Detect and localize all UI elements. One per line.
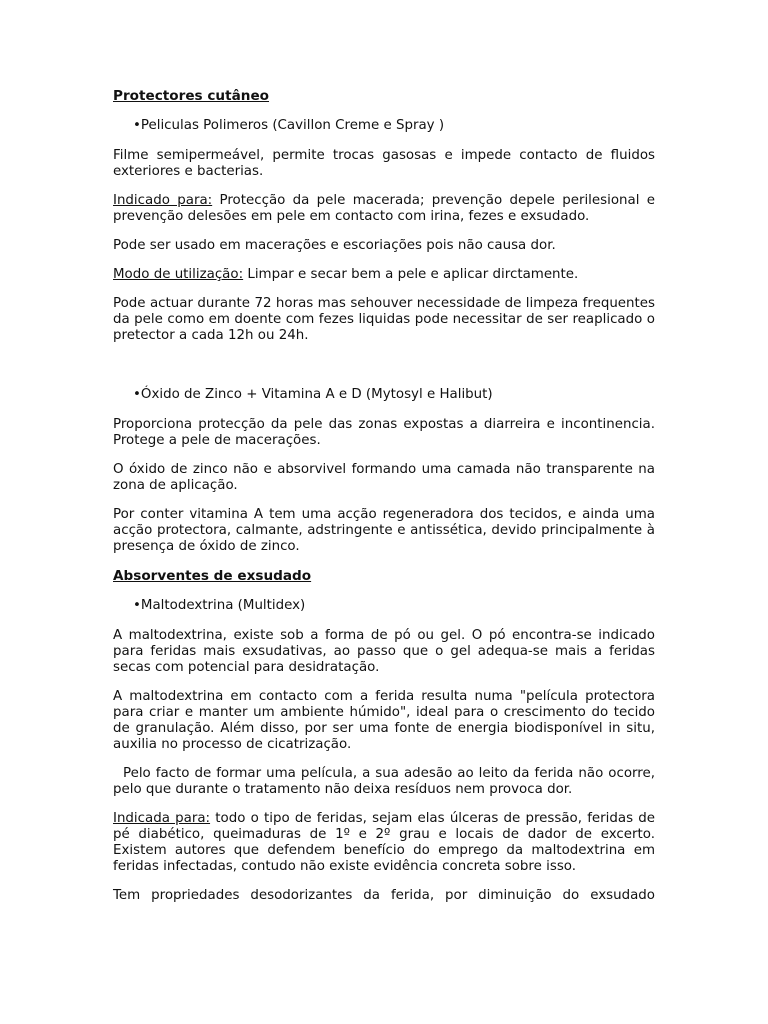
paragraph-text: todo o tipo de feridas, sejam elas úlceras de pressão, feridas de pé diabético, queimaduras de 1º e 2º grau e locais de dador de excerto. Existem autores que defendem benefício do emprego da maltodextrina em feridas infectadas, contudo não existe evidência concreta sobre isso.	[113, 811, 655, 874]
section-heading-absorventes: Absorventes de exsudado	[113, 568, 312, 584]
label-indicado-para: Indicado para:	[113, 193, 213, 208]
paragraph-truncated: Tem propriedades desodorizantes da ferida, por diminuição do exsudado	[113, 888, 655, 903]
label-indicada-para: Indicada para:	[113, 811, 211, 826]
paragraph: Por conter vitamina A tem uma acção regeneradora dos tecidos, e ainda uma acção protectora, calmante, adstringente e antissética, devido principalmente à presença de óxido de zinco.	[113, 507, 655, 554]
bullet-oxido-de-zinco: •Óxido de Zinco + Vitamina A e D (Mytosyl e Halibut)	[133, 387, 493, 402]
paragraph-modo	[113, 267, 655, 283]
paragraph: A maltodextrina, existe sob a forma de pó ou gel. O pó encontra-se indicado para feridas mais exsudativas, ao passo que o gel adequa-se mais a feridas secas com potencial para desidratação.	[113, 628, 655, 675]
paragraph-text: Limpar e secar bem a pele e aplicar dirctamente.	[243, 267, 579, 282]
section-heading-protectores: Protectores cutâneo	[113, 88, 270, 104]
bullet-peliculas-polimeros: •Peliculas Polimeros (Cavillon Creme e Spray )	[133, 118, 445, 133]
paragraph: Proporciona protecção da pele das zonas expostas a diarreira e incontinencia. Protege a pele de macerações.	[113, 417, 655, 448]
paragraph: Filme semipermeável, permite trocas gasosas e impede contacto de fluidos exteriores e bacterias.	[113, 148, 655, 179]
label-modo-de-utilizacao: Modo de utilização:	[113, 267, 244, 282]
paragraph: Pode ser usado em macerações e escoriações pois não causa dor.	[113, 238, 556, 253]
paragraph: Pode actuar durante 72 horas mas sehouver necessidade de limpeza frequentes da pele como em doente com fezes liquidas pode necessitar de ser reaplicado o pretector a cada 12h ou 24h.	[113, 296, 655, 343]
document-body	[113, 88, 660, 917]
spacer	[113, 357, 655, 387]
paragraph: Pelo facto de formar uma película, a sua adesão ao leito da ferida não ocorre, pelo que durante o tratamento não deixa resíduos nem provoca dor.	[113, 766, 660, 797]
paragraph-text: Protecção da pele macerada; prevenção depele perilesional e prevenção delesões em pele em contacto com irina, fezes e exsudado.	[113, 193, 655, 224]
bullet-maltodextrina: •Maltodextrina (Multidex)	[133, 598, 306, 613]
paragraph-indicada	[113, 811, 655, 875]
paragraph: A maltodextrina em contacto com a ferida resulta numa "película protectora para criar e manter um ambiente húmido", ideal para o crescimento do tecido de granulação. Além disso, por ser uma fonte de energia biodisponível in situ, auxilia no processo de cicatrização.	[113, 689, 655, 752]
paragraph: O óxido de zinco não e absorvivel formando uma camada não transparente na zona de aplicação.	[113, 462, 655, 493]
paragraph-indicado	[113, 193, 655, 225]
